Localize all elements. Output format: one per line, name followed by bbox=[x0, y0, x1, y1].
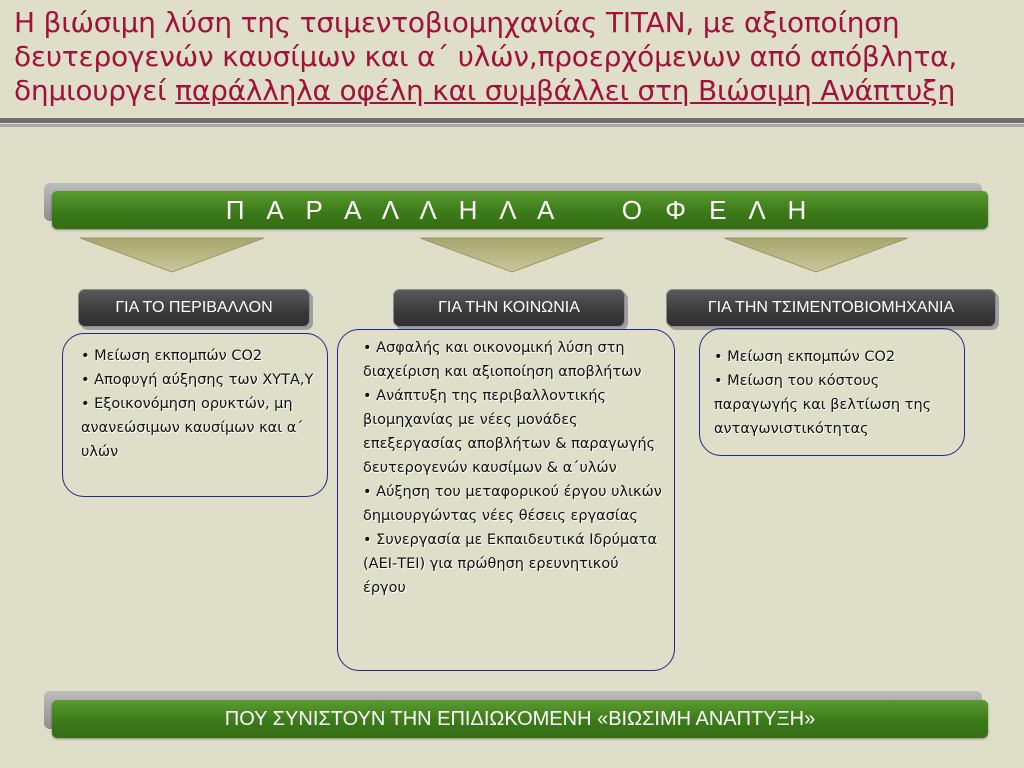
category-society: ΓΙΑ ΤΗΝ ΚΟΙΝΩΝΙΑ bbox=[393, 289, 625, 327]
category-industry: ΓΙΑ ΤΗΝ ΤΣΙΜΕΝΤΟΒΙΟΜΗΧΑΝΙΑ bbox=[666, 289, 996, 327]
list-item: • Μείωση του κόστους παραγωγής και βελτίωση της ανταγωνιστικότητας bbox=[714, 373, 932, 437]
list-item: • Ασφαλής και οικονομική λύση στη διαχείριση και αξιοποίηση αποβλήτων bbox=[363, 340, 642, 380]
list-item: • Ανάπτυξη της περιβαλλοντικής βιομηχανίας με νέες μονάδες επεξεργασίας αποβλήτων & παραγωγής δευτερογενών καυσίμων & α΄υλών bbox=[363, 388, 656, 476]
list-item: • Μείωση εκπομπών CO2 bbox=[81, 348, 263, 364]
title-line-3 bbox=[14, 74, 1014, 108]
title-divider-dark bbox=[0, 118, 1024, 123]
society-benefits-box bbox=[337, 329, 675, 671]
arrow-down-environment bbox=[78, 236, 266, 274]
bottom-banner: ΠΟΥ ΣΥΝΙΣΤΟΥΝ ΤΗΝ ΕΠΙΔΙΩΚΟΜΕΝΗ «ΒΙΩΣΙΜΗ ΑΝΑΠΤΥΞΗ» bbox=[52, 700, 988, 738]
category-environment: ΓΙΑ ΤΟ ΠΕΡΙΒΑΛΛΟΝ bbox=[78, 289, 310, 327]
environment-benefits-box bbox=[62, 333, 328, 497]
list-item: • Μείωση εκπομπών CO2 bbox=[714, 349, 896, 365]
arrow-down-society bbox=[418, 236, 606, 274]
list-item: • Αύξηση του μεταφορικού έργου υλικών δημιουργώντας νέες θέσεις εργασίας bbox=[363, 484, 662, 524]
industry-benefits-box bbox=[699, 328, 965, 456]
top-banner: Π Α Ρ Α Λ Λ Η Λ Α Ο Φ Ε Λ Η bbox=[52, 191, 988, 229]
list-item: • Αποφυγή αύξησης των ΧΥΤΑ,Υ bbox=[81, 372, 314, 388]
title-line-3-underlined: παράλληλα οφέλη και συμβάλλει στη Βιώσιμη Ανάπτυξη bbox=[175, 74, 956, 107]
title-divider-light bbox=[0, 124, 1024, 127]
title-line-1: Η βιώσιμη λύση της τσιμεντοβιομηχανίας TITAN, με αξιοποίηση bbox=[14, 6, 900, 39]
arrow-down-industry bbox=[722, 236, 910, 274]
list-item: • Εξοικονόμηση ορυκτών, μη ανανεώσιμων καυσίμων και α΄ υλών bbox=[81, 396, 304, 460]
slide-title bbox=[14, 6, 1014, 108]
title-line-2: δευτερογενών καυσίμων και α΄ υλών,προερχόμενων από απόβλητα, bbox=[14, 40, 958, 73]
title-line-3-prefix: δημιουργεί bbox=[14, 74, 176, 107]
list-item: • Συνεργασία με Εκπαιδευτικά Ιδρύματα (ΑΕΙ-ΤΕΙ) για πρώθηση ερευνητικού έργου bbox=[363, 532, 658, 596]
